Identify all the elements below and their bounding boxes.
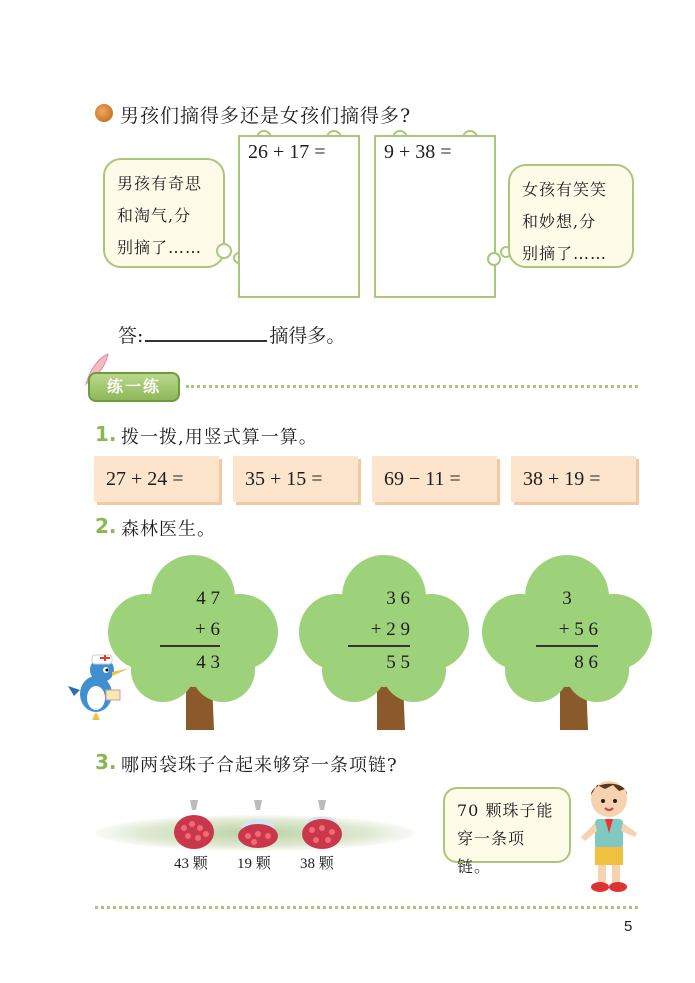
bubble-line: 别摘了…… (117, 238, 203, 257)
calc-result: 4 3 (160, 645, 220, 678)
bead-bag-icon (236, 798, 280, 850)
bag-label: 43 颗 (174, 856, 208, 872)
item-text: 哪两袋珠子合起来够穿一条项链? (121, 755, 398, 776)
board-expression: 26 + 17 = (248, 141, 326, 163)
item-number: 2. (95, 514, 117, 538)
bubble-line: 女孩有笑笑 (522, 180, 608, 199)
calc-mid: + 6 (195, 619, 220, 640)
tree-calculation[interactable] (536, 583, 598, 678)
dotted-divider (186, 385, 638, 388)
bottom-dotted-divider (95, 906, 638, 909)
page-number: 5 (624, 918, 633, 935)
woodpecker-doctor-icon (66, 650, 132, 722)
item-number: 3. (95, 750, 117, 774)
exercise-box[interactable]: 69 − 11 = (372, 456, 497, 502)
calc-result: 8 6 (536, 645, 598, 678)
bag-label: 19 颗 (237, 856, 271, 872)
answer-blank[interactable] (145, 340, 267, 342)
bullet-icon (95, 104, 113, 122)
tree-calculation[interactable] (348, 583, 410, 678)
bubble-line: 和淘气,分 (117, 206, 192, 225)
question-title: 男孩们摘得多还是女孩们摘得多? (120, 105, 412, 127)
item-text: 森林医生。 (121, 519, 216, 540)
calc-mid: + 2 9 (370, 619, 410, 640)
calc-board-left[interactable] (238, 135, 360, 298)
boy-speech-bubble (103, 158, 225, 268)
board-expression: 9 + 38 = (384, 141, 452, 163)
item-number: 1. (95, 422, 117, 446)
bubble-line: 和妙想,分 (522, 212, 597, 231)
bag-label: 38 颗 (300, 856, 334, 872)
answer-prefix: 答: (118, 325, 144, 347)
bubble-line: 别摘了…… (522, 244, 608, 263)
calc-top: 4 7 (196, 588, 220, 609)
answer-line-row (118, 321, 345, 348)
bubble-tail-icon (216, 243, 232, 259)
exercise-box[interactable]: 27 + 24 = (94, 456, 219, 502)
boy-hint-bubble (443, 787, 571, 876)
bubble-line: 70 颗珠子能 (457, 801, 554, 820)
calc-mid: + 5 6 (558, 619, 598, 640)
calc-result: 5 5 (348, 645, 410, 678)
practice-tag: 练一练 (88, 372, 180, 402)
calc-top: 3 6 (386, 588, 410, 609)
boy-character-icon (575, 777, 645, 895)
exercise-box[interactable]: 38 + 19 = (511, 456, 636, 502)
calc-top: 3 (562, 588, 572, 609)
bubble-line: 穿一条项链。 (457, 829, 526, 876)
answer-suffix: 摘得多。 (269, 325, 346, 347)
girl-speech-bubble (508, 164, 634, 268)
item-text: 拨一拨,用竖式算一算。 (121, 427, 318, 448)
calc-board-right[interactable] (374, 135, 496, 298)
bead-bag-icon (172, 798, 216, 850)
bead-bag-icon (300, 798, 344, 850)
tree-calculation[interactable] (160, 583, 220, 678)
exercise-box[interactable]: 35 + 15 = (233, 456, 358, 502)
bubble-line: 男孩有奇思 (117, 174, 203, 193)
bubble-tail-icon (487, 252, 501, 266)
